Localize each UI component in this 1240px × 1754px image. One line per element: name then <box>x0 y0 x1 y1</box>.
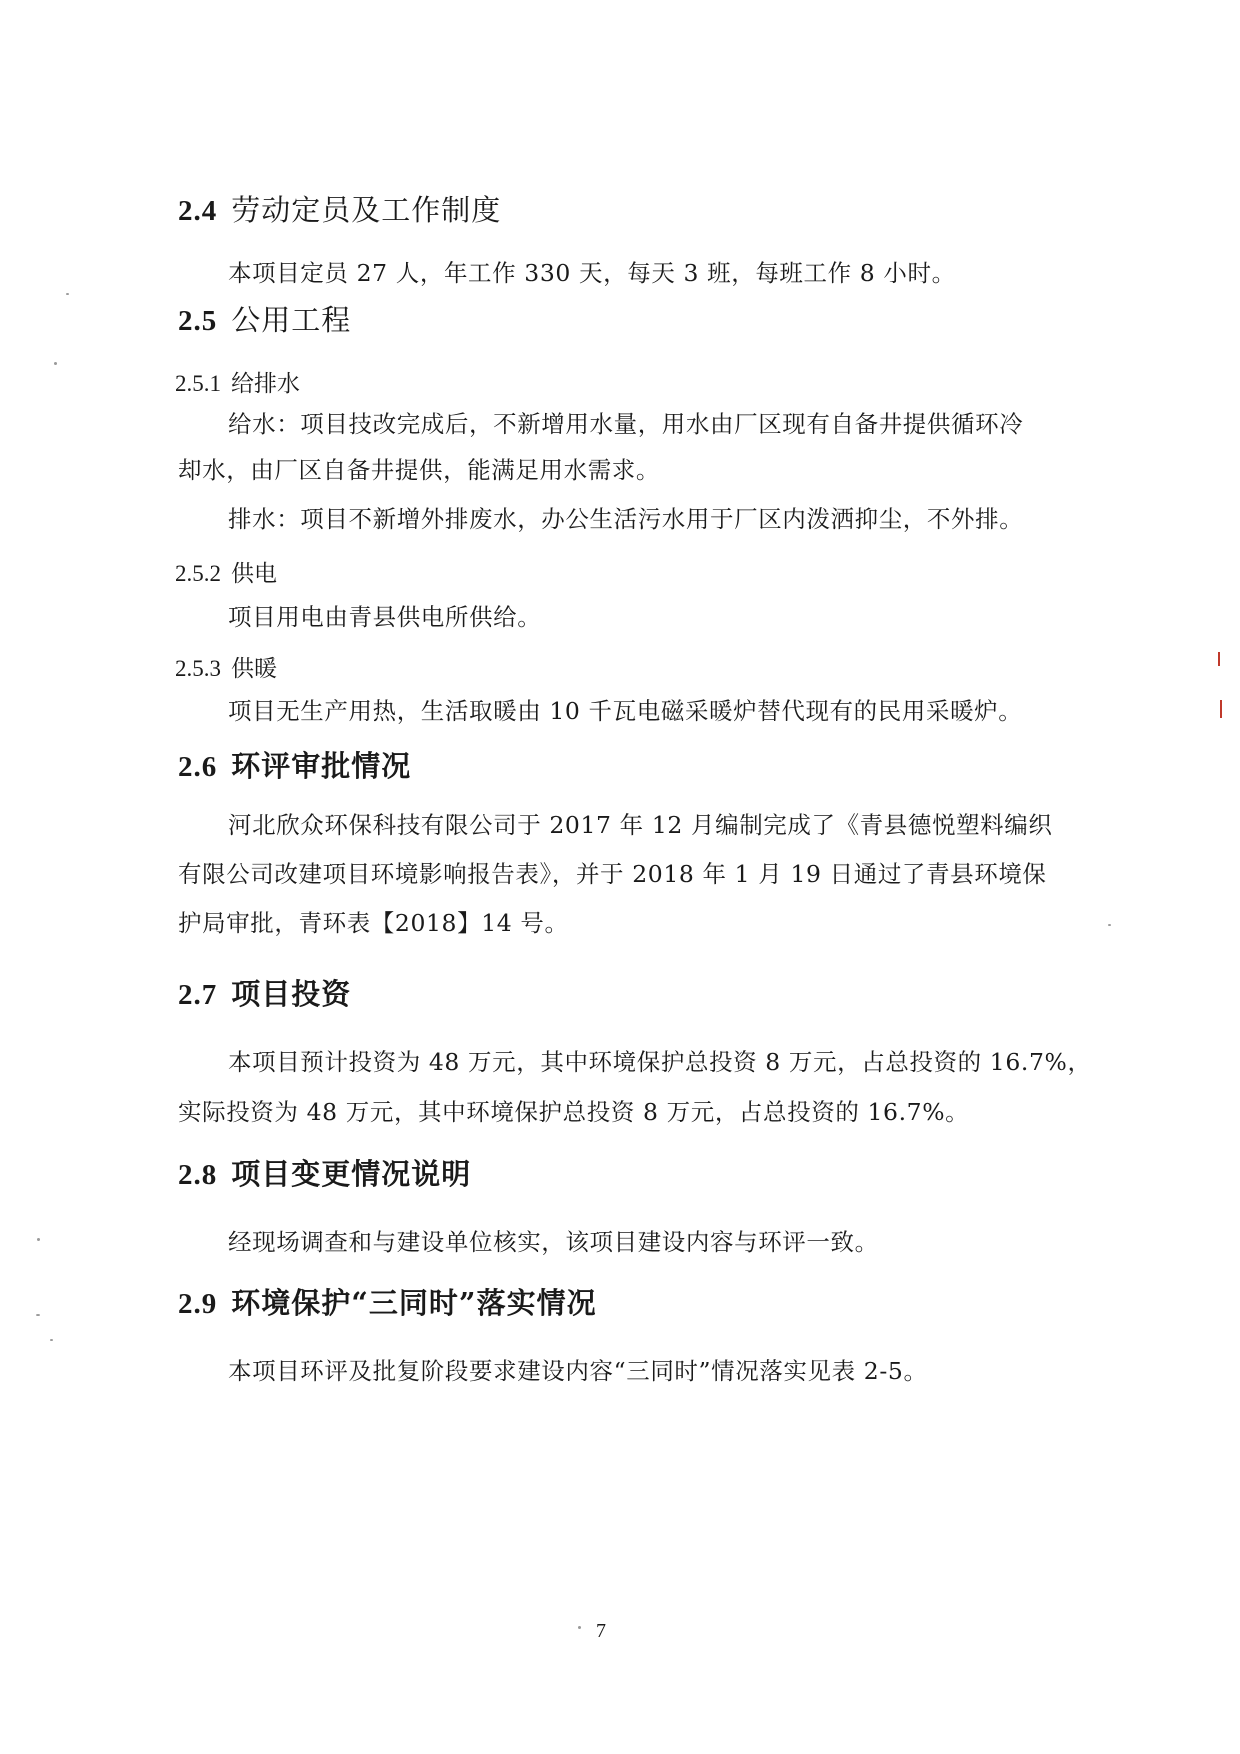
paragraph-power-supply: 项目用电由青县供电所供给。 <box>228 603 542 631</box>
scan-speck <box>50 1339 53 1341</box>
paragraph-change-description: 经现场调查和与建设单位核实，该项目建设内容与环评一致。 <box>228 1228 879 1256</box>
paragraph-staffing: 本项目定员 27 人，年工作 330 天，每天 3 班，每班工作 8 小时。 <box>228 259 956 287</box>
paragraph-eia-approval-line-2: 有限公司改建项目环境影响报告表》，并于 2018 年 1 月 19 日通过了青县环境保 <box>178 860 1047 888</box>
scan-speck <box>578 1626 581 1629</box>
section-heading-2-7 <box>178 972 351 1013</box>
section-number: 2.7 <box>178 979 218 1011</box>
section-number: 2.9 <box>178 1288 218 1320</box>
section-title: 公用工程 <box>231 303 352 337</box>
section-title: 项目变更情况说明 <box>231 1157 472 1191</box>
red-stamp-edge-mark <box>1220 700 1222 718</box>
paragraph-heating: 项目无生产用热，生活取暖由 10 千瓦电磁采暖炉替代现有的民用采暖炉。 <box>228 697 1023 725</box>
section-number: 2.8 <box>178 1159 218 1191</box>
paragraph-drainage: 排水：项目不新增外排废水，办公生活污水用于厂区内泼洒抑尘，不外排。 <box>228 505 1024 533</box>
section-heading-2-6 <box>178 744 411 785</box>
subsection-number: 2.5.2 <box>175 561 221 586</box>
paragraph-eia-approval-line-1: 河北欣众环保科技有限公司于 2017 年 12 月编制完成了《青县德悦塑料编织 <box>228 811 1053 839</box>
section-heading-2-9 <box>178 1281 597 1322</box>
subsection-title: 给排水 <box>231 371 300 397</box>
scan-speck <box>36 1314 40 1316</box>
paragraph-investment-line-2: 实际投资为 48 万元，其中环境保护总投资 8 万元，占总投资的 16.7%。 <box>178 1098 970 1126</box>
subsection-heading-2-5-3 <box>175 650 277 683</box>
subsection-number: 2.5.3 <box>175 656 221 681</box>
scan-speck <box>37 1238 40 1241</box>
section-heading-2-4 <box>178 188 501 229</box>
section-number: 2.6 <box>178 751 218 783</box>
subsection-heading-2-5-1 <box>175 365 300 398</box>
scan-speck <box>54 362 57 365</box>
scan-speck <box>66 293 69 295</box>
section-heading-2-5 <box>178 298 351 339</box>
section-title: 劳动定员及工作制度 <box>231 193 502 227</box>
subsection-number: 2.5.1 <box>175 371 221 396</box>
paragraph-three-simultaneities: 本项目环评及批复阶段要求建设内容“三同时”情况落实见表 2-5。 <box>228 1357 928 1385</box>
paragraph-investment-line-1: 本项目预计投资为 48 万元，其中环境保护总投资 8 万元，占总投资的 16.7%， <box>228 1048 1092 1076</box>
paragraph-water-supply-line-1: 给水：项目技改完成后，不新增用水量，用水由厂区现有自备井提供循环冷 <box>228 410 1024 438</box>
section-title: 环境保护“三同时”落实情况 <box>231 1286 597 1320</box>
section-title: 项目投资 <box>231 977 352 1011</box>
paragraph-water-supply-line-2: 却水，由厂区自备井提供，能满足用水需求。 <box>178 456 660 484</box>
subsection-title: 供电 <box>231 561 277 587</box>
section-number: 2.4 <box>178 195 218 227</box>
page-number: 7 <box>596 1620 606 1642</box>
subsection-title: 供暖 <box>231 656 277 682</box>
scan-speck <box>1108 924 1111 926</box>
section-title: 环评审批情况 <box>231 749 412 783</box>
paragraph-eia-approval-line-3: 护局审批，青环表【2018】14 号。 <box>178 909 569 937</box>
red-stamp-edge-mark <box>1218 652 1220 666</box>
section-heading-2-8 <box>178 1152 471 1193</box>
subsection-heading-2-5-2 <box>175 555 277 588</box>
section-number: 2.5 <box>178 305 218 337</box>
